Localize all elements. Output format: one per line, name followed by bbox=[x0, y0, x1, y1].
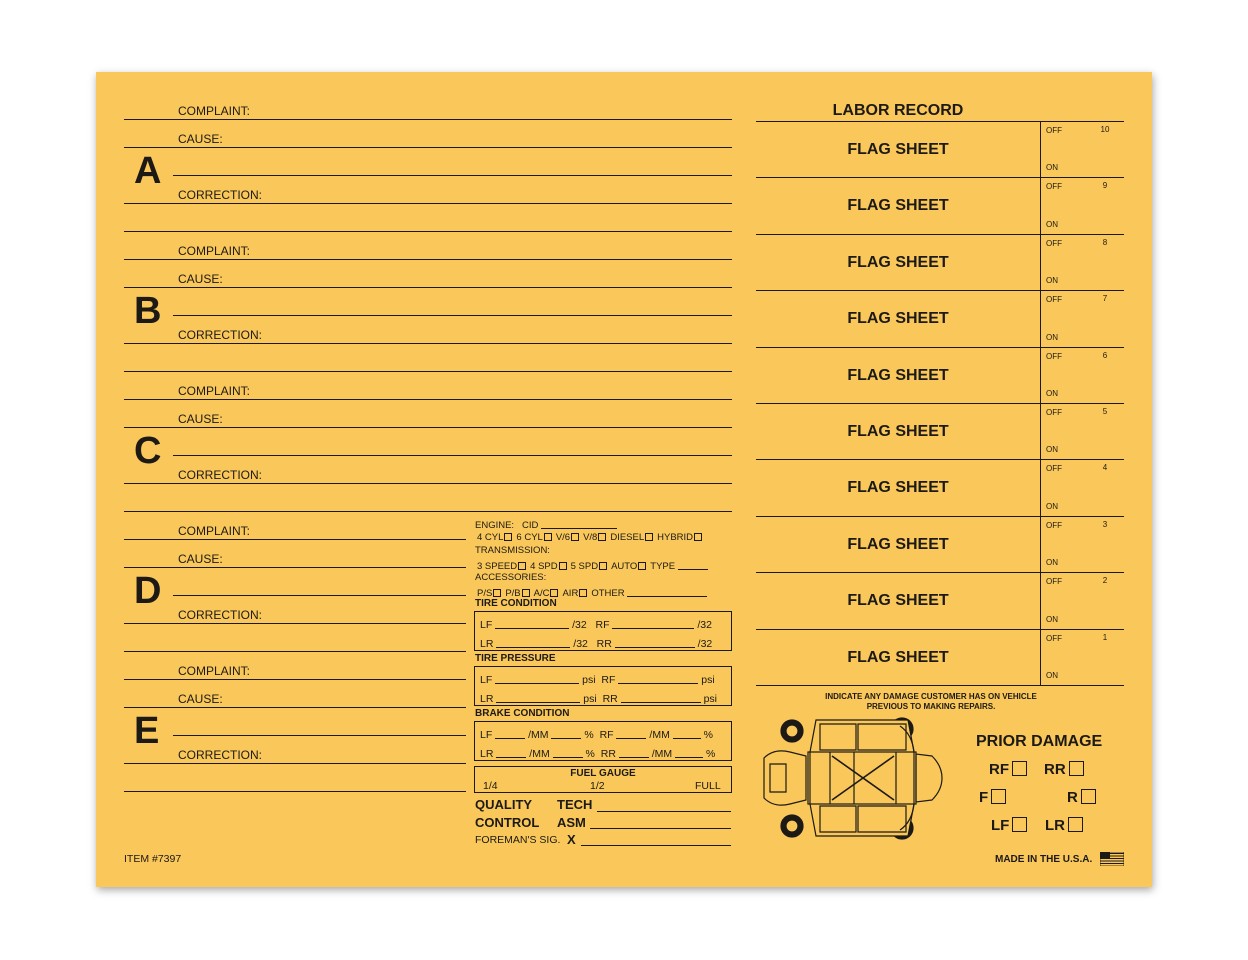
tp-lr-field[interactable] bbox=[496, 693, 580, 703]
correction-label: CORRECTION: bbox=[178, 468, 262, 482]
damage-r[interactable]: R bbox=[1067, 789, 1096, 806]
section-letter: C bbox=[134, 430, 162, 472]
on-label: ON bbox=[1046, 276, 1058, 286]
cause-line[interactable] bbox=[124, 287, 732, 288]
fuel-gauge-title: FUEL GAUGE bbox=[570, 768, 636, 779]
asm-field[interactable] bbox=[590, 828, 731, 829]
cause-label: CAUSE: bbox=[178, 692, 223, 706]
engine-options bbox=[477, 533, 706, 543]
accessory-checkbox[interactable] bbox=[550, 589, 558, 597]
engine-line bbox=[475, 519, 617, 531]
time-column-divider bbox=[1040, 291, 1041, 346]
accessories-label: ACCESSORIES: bbox=[475, 572, 547, 583]
off-label: OFF bbox=[1046, 408, 1062, 417]
row-number: 4 bbox=[1102, 463, 1108, 473]
time-column-divider bbox=[1040, 348, 1041, 403]
tp-lf-field[interactable] bbox=[495, 674, 579, 684]
on-label: ON bbox=[1046, 614, 1058, 624]
accessory-option-label: AIR bbox=[562, 588, 579, 599]
flag-sheet-label: FLAG SHEET bbox=[847, 310, 949, 328]
control-label: CONTROL bbox=[475, 815, 540, 830]
bc-rf-mm[interactable] bbox=[616, 729, 646, 739]
time-column-divider bbox=[1040, 573, 1041, 628]
engine-option-label: HYBRID bbox=[657, 532, 694, 543]
accessory-checkbox[interactable] bbox=[522, 589, 530, 597]
cause-label: CAUSE: bbox=[178, 412, 223, 426]
correction-line[interactable] bbox=[124, 623, 466, 624]
time-column-divider bbox=[1040, 630, 1041, 685]
on-label: ON bbox=[1046, 163, 1058, 173]
off-label: OFF bbox=[1046, 633, 1062, 643]
bc-rf-pct[interactable] bbox=[673, 729, 701, 739]
on-label: ON bbox=[1046, 219, 1058, 229]
on-label: ON bbox=[1046, 670, 1058, 680]
transmission-option-label: 3 SPEED bbox=[477, 561, 518, 572]
complaint-label: COMPLAINT: bbox=[178, 524, 251, 538]
damage-notice-line1: INDICATE ANY DAMAGE CUSTOMER HAS ON VEHICLE bbox=[825, 692, 1037, 701]
bc-lr-pct[interactable] bbox=[553, 748, 583, 758]
tc-lf-field[interactable] bbox=[495, 619, 569, 629]
tire-pressure-rear: LR psi RR psi bbox=[480, 693, 718, 705]
correction-label: CORRECTION: bbox=[178, 608, 262, 622]
engine-option-label: DIESEL bbox=[610, 532, 645, 543]
correction-label: CORRECTION: bbox=[178, 748, 262, 762]
flag-sheet-label: FLAG SHEET bbox=[847, 141, 949, 158]
engine-checkbox[interactable] bbox=[645, 533, 653, 541]
correction-line[interactable] bbox=[124, 203, 732, 204]
cause-line[interactable] bbox=[124, 147, 732, 148]
tire-condition-title: TIRE CONDITION bbox=[475, 598, 557, 609]
cause-line-2[interactable] bbox=[173, 175, 732, 176]
fuel-quarter: 1/4 bbox=[483, 780, 498, 792]
on-label: ON bbox=[1046, 388, 1058, 398]
off-label: OFF bbox=[1046, 351, 1062, 361]
vehicle-damage-diagram[interactable] bbox=[746, 712, 946, 844]
bc-lf-pct[interactable] bbox=[551, 729, 581, 739]
tire-condition-front: LF /32 RF /32 bbox=[480, 619, 712, 631]
damage-rf-checkbox[interactable] bbox=[1012, 761, 1027, 776]
bc-rr-mm[interactable] bbox=[619, 748, 649, 758]
other-field[interactable] bbox=[627, 587, 707, 597]
damage-lf-checkbox[interactable] bbox=[1012, 817, 1027, 832]
accessory-option-label: P/B bbox=[505, 588, 521, 599]
correction-line[interactable] bbox=[124, 483, 732, 484]
flag-sheet-row[interactable] bbox=[756, 517, 1124, 573]
flag-sheet-label: FLAG SHEET bbox=[847, 592, 949, 610]
accessory-checkbox[interactable] bbox=[579, 589, 587, 597]
tc-rr-field[interactable] bbox=[615, 638, 695, 648]
correction-line-2[interactable] bbox=[124, 511, 732, 512]
engine-option-label: V/6 bbox=[555, 532, 571, 543]
tech-field[interactable] bbox=[597, 811, 731, 812]
foreman-label: FOREMAN'S SIG. bbox=[475, 834, 561, 846]
transmission-label: TRANSMISSION: bbox=[475, 545, 550, 556]
flag-sheet-label: FLAG SHEET bbox=[847, 197, 949, 215]
complaint-label: COMPLAINT: bbox=[178, 664, 251, 678]
engine-checkbox[interactable] bbox=[504, 533, 512, 541]
cause-line[interactable] bbox=[124, 427, 732, 428]
off-label: OFF bbox=[1046, 295, 1062, 305]
row-number: 3 bbox=[1102, 519, 1108, 529]
complaint-line[interactable] bbox=[124, 259, 732, 260]
bc-lr-mm[interactable] bbox=[496, 748, 526, 758]
damage-rr[interactable]: RR bbox=[1044, 761, 1084, 778]
tire-pressure-front: LF psi RF psi bbox=[480, 674, 715, 686]
time-column-divider bbox=[1040, 517, 1041, 572]
transmission-options bbox=[477, 560, 708, 572]
flag-sheet-label: FLAG SHEET bbox=[847, 423, 949, 440]
fuel-gauge-box[interactable] bbox=[474, 766, 732, 793]
correction-label: CORRECTION: bbox=[178, 328, 262, 342]
accessory-option-label: P/S bbox=[477, 588, 493, 599]
type-label: TYPE bbox=[650, 561, 676, 572]
flag-sheet-label: FLAG SHEET bbox=[847, 479, 949, 497]
correction-line[interactable] bbox=[124, 343, 732, 344]
engine-checkbox[interactable] bbox=[598, 533, 606, 541]
time-column-divider bbox=[1040, 460, 1041, 515]
complaint-line[interactable] bbox=[124, 539, 466, 540]
off-label: OFF bbox=[1046, 464, 1062, 474]
flag-sheet-label: FLAG SHEET bbox=[847, 535, 949, 553]
labor-record-title: LABOR RECORD bbox=[832, 102, 964, 119]
flag-sheet-label: FLAG SHEET bbox=[847, 366, 949, 384]
transmission-checkbox[interactable] bbox=[599, 562, 607, 570]
row-number: 2 bbox=[1102, 576, 1108, 586]
foreman-signature-field[interactable] bbox=[581, 845, 731, 846]
cause-line[interactable] bbox=[124, 707, 466, 708]
engine-checkbox[interactable] bbox=[694, 533, 702, 541]
tp-rr-field[interactable] bbox=[621, 693, 701, 703]
cause-line-2[interactable] bbox=[173, 315, 732, 316]
damage-f[interactable]: F bbox=[979, 789, 1006, 806]
tire-condition-box bbox=[474, 611, 732, 651]
section-letter: A bbox=[134, 150, 162, 192]
fuel-half: 1/2 bbox=[590, 780, 605, 792]
section-letter: D bbox=[134, 570, 162, 612]
complaint-line[interactable] bbox=[124, 399, 732, 400]
off-label: OFF bbox=[1046, 577, 1062, 587]
brake-condition-box bbox=[474, 721, 732, 761]
cid-field[interactable] bbox=[541, 519, 617, 529]
accessory-checkbox[interactable] bbox=[493, 589, 501, 597]
on-label: ON bbox=[1046, 445, 1058, 455]
accessory-option-label: A/C bbox=[533, 588, 550, 599]
row-number: 6 bbox=[1102, 350, 1108, 360]
made-in-usa: MADE IN THE U.S.A. bbox=[995, 854, 1093, 865]
correction-line-2[interactable] bbox=[124, 231, 732, 232]
engine-option-label: 6 CYL bbox=[516, 532, 543, 543]
off-label: OFF bbox=[1046, 126, 1062, 135]
damage-notice-line2: PREVIOUS TO MAKING REPAIRS. bbox=[866, 702, 996, 711]
asm-label: ASM bbox=[557, 815, 586, 830]
flag-sheet-row[interactable] bbox=[756, 235, 1124, 291]
off-label: OFF bbox=[1046, 520, 1062, 530]
cause-line-2[interactable] bbox=[173, 735, 466, 736]
on-label: ON bbox=[1046, 332, 1058, 342]
cause-line-2[interactable] bbox=[173, 455, 732, 456]
transmission-option-label: 5 SPD bbox=[570, 561, 599, 572]
flag-sheet-row[interactable] bbox=[756, 348, 1124, 404]
flag-sheet-row[interactable] bbox=[756, 404, 1124, 460]
us-flag-icon bbox=[1100, 852, 1124, 866]
off-label: OFF bbox=[1046, 238, 1062, 248]
flag-sheet-row[interactable] bbox=[756, 291, 1124, 347]
complaint-line[interactable] bbox=[124, 119, 732, 120]
on-label: ON bbox=[1046, 501, 1058, 511]
damage-lf[interactable]: LF bbox=[991, 817, 1027, 834]
complaint-label: COMPLAINT: bbox=[178, 384, 251, 398]
flag-sheet-row[interactable] bbox=[756, 460, 1124, 516]
row-number: 10 bbox=[1100, 125, 1110, 134]
time-column-divider bbox=[1040, 122, 1041, 177]
engine-option-label: 4 CYL bbox=[477, 532, 504, 543]
time-column-divider bbox=[1040, 178, 1041, 233]
transmission-option-label: 4 SPD bbox=[530, 561, 558, 572]
section-letter: B bbox=[134, 290, 162, 332]
car-rear-end bbox=[916, 754, 942, 802]
bc-lf-mm[interactable] bbox=[495, 729, 525, 739]
repair-order-card bbox=[96, 72, 1152, 887]
fuel-full: FULL bbox=[695, 780, 721, 792]
complaint-line[interactable] bbox=[124, 679, 466, 680]
tire-condition-rear: LR /32 RR /32 bbox=[480, 638, 713, 650]
damage-r-checkbox[interactable] bbox=[1081, 789, 1096, 804]
engine-label: ENGINE: bbox=[475, 520, 515, 531]
engine-checkbox[interactable] bbox=[544, 533, 552, 541]
bc-rr-pct[interactable] bbox=[675, 748, 703, 758]
item-number: ITEM #7397 bbox=[124, 853, 182, 865]
complaint-label: COMPLAINT: bbox=[178, 104, 251, 118]
engine-option-label: V/8 bbox=[583, 532, 598, 543]
quality-label: QUALITY bbox=[475, 797, 533, 812]
flag-sheet-row[interactable] bbox=[756, 178, 1124, 234]
damage-rf[interactable]: RF bbox=[989, 761, 1027, 778]
correction-line-2[interactable] bbox=[124, 371, 732, 372]
flag-sheet-row[interactable] bbox=[756, 122, 1124, 178]
time-column-divider bbox=[1040, 235, 1041, 290]
section-letter: E bbox=[134, 710, 160, 752]
damage-f-checkbox[interactable] bbox=[991, 789, 1006, 804]
on-label: ON bbox=[1046, 558, 1058, 568]
cid-label: CID bbox=[521, 520, 539, 531]
transmission-checkbox[interactable] bbox=[559, 562, 567, 570]
cause-line[interactable] bbox=[124, 567, 466, 568]
tp-rf-field[interactable] bbox=[618, 674, 698, 684]
brake-condition-front: LF /MM % RF /MM % bbox=[480, 729, 714, 741]
damage-lr-checkbox[interactable] bbox=[1068, 817, 1083, 832]
foreman-x: X bbox=[567, 832, 576, 847]
cause-label: CAUSE: bbox=[178, 552, 223, 566]
tire-pressure-box bbox=[474, 666, 732, 706]
other-label: OTHER bbox=[591, 588, 625, 599]
labor-record-table bbox=[756, 122, 1124, 686]
cause-label: CAUSE: bbox=[178, 272, 223, 286]
flag-sheet-label: FLAG SHEET bbox=[847, 648, 949, 666]
cause-line-2[interactable] bbox=[173, 595, 466, 596]
cause-label: CAUSE: bbox=[178, 132, 223, 146]
flag-sheet-row[interactable] bbox=[756, 630, 1124, 686]
prior-damage-title: PRIOR DAMAGE bbox=[976, 733, 1103, 750]
tire-pressure-title: TIRE PRESSURE bbox=[475, 653, 556, 664]
row-number: 5 bbox=[1102, 407, 1108, 416]
brake-condition-title: BRAKE CONDITION bbox=[475, 708, 570, 719]
complaint-label: COMPLAINT: bbox=[178, 244, 251, 258]
flag-sheet-row[interactable] bbox=[756, 573, 1124, 629]
tc-rf-field[interactable] bbox=[612, 619, 694, 629]
time-column-divider bbox=[1040, 404, 1041, 459]
damage-notice bbox=[756, 692, 1106, 712]
flag-sheet-label: FLAG SHEET bbox=[847, 253, 949, 271]
correction-label: CORRECTION: bbox=[178, 188, 262, 202]
row-number: 1 bbox=[1102, 632, 1108, 642]
engine-checkbox[interactable] bbox=[571, 533, 579, 541]
type-field[interactable] bbox=[678, 560, 708, 570]
off-label: OFF bbox=[1046, 182, 1062, 192]
transmission-checkbox[interactable] bbox=[638, 562, 646, 570]
row-number: 8 bbox=[1102, 237, 1108, 247]
brake-condition-rear: LR /MM % RR /MM % bbox=[480, 748, 716, 760]
tech-label: TECH bbox=[557, 797, 593, 812]
damage-rr-checkbox[interactable] bbox=[1069, 761, 1084, 776]
row-number: 7 bbox=[1102, 294, 1108, 304]
row-number: 9 bbox=[1102, 181, 1108, 191]
tc-lr-field[interactable] bbox=[496, 638, 570, 648]
transmission-option-label: AUTO bbox=[611, 561, 638, 572]
correction-line-2[interactable] bbox=[124, 651, 466, 652]
correction-line[interactable] bbox=[124, 763, 466, 764]
transmission-checkbox[interactable] bbox=[518, 562, 526, 570]
correction-line-2[interactable] bbox=[124, 791, 466, 792]
damage-lr[interactable]: LR bbox=[1045, 817, 1083, 834]
